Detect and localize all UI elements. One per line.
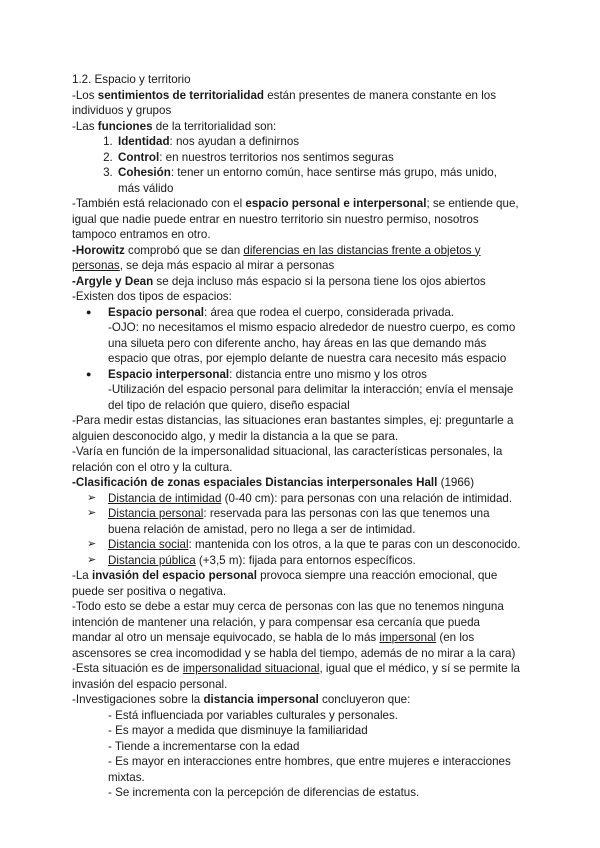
finding-item: - Es mayor en interacciones entre hombres, que entre mujeres e interacciones mixtas. (108, 755, 511, 784)
list-item (108, 305, 522, 367)
bold-term: Espacio interpersonal (108, 367, 230, 381)
text-run: -Las (72, 119, 98, 133)
intro-paragraph (72, 88, 522, 119)
text-run: (en los ascensores se crea incomodidad y se habla del tiempo, además de no mirar a la cara) (72, 631, 516, 660)
underlined-term: Distancia personal (108, 507, 204, 520)
list-item (108, 537, 522, 553)
finding-item: - Se incrementa con la percepción de diferencias de estatus. (108, 786, 420, 799)
bold-term: Cohesión (118, 166, 171, 179)
bold-term: sentimientos de territorialidad (97, 88, 264, 102)
text-run: (0-40 cm): para personas con una relación de intimidad. (221, 491, 513, 505)
text-run: : área que rodea el cuerpo, considerada privada. (204, 305, 455, 319)
text-run: : mantenida con los otros, a la que te paras con un desconocido. (188, 538, 521, 551)
situacion-paragraph (72, 661, 522, 692)
text-run: : en nuestros territorios nos sentimos seguras (159, 150, 394, 164)
underlined-term: impersonalidad situacional (182, 662, 320, 675)
hall-list (72, 491, 522, 569)
list-item (116, 134, 522, 150)
text-run: ; se entiende que, igual que nadie puede entrar en nuestro territorio sin nuestro permiso, nosotros tampoco entramos en otro. (72, 197, 519, 241)
investigaciones-paragraph (72, 692, 522, 708)
funciones-list (72, 134, 522, 196)
relacion-paragraph (72, 196, 522, 243)
medir-paragraph: -Para medir estas distancias, las situaciones eran bastantes simples, ej: preguntarle a alguien desconocido algo, y medir la distancia a la que se para. (72, 414, 514, 443)
bold-term: espacio personal e interpersonal (245, 197, 427, 210)
section-heading: 1.2. Espacio y territorio (72, 73, 191, 86)
varia-paragraph: -Varía en función de la impersonalidad situacional, las características personales, la relación con el otro y la cultura. (72, 445, 503, 474)
list-item (116, 165, 522, 196)
text-run: : tener un entorno común, hace sentirse más grupo, más unido, más válido (118, 166, 497, 195)
invasion-paragraph (72, 568, 522, 599)
text-run: : distancia entre uno mismo y los otros (229, 367, 427, 381)
list-item (108, 491, 522, 507)
finding-item: - Tiende a incrementarse con la edad (108, 739, 300, 753)
text-run: -También está relacionado con el (72, 197, 246, 210)
bold-term: Control (118, 150, 160, 164)
bold-term: funciones (97, 119, 153, 133)
argyle-paragraph (72, 274, 522, 290)
text-run: concluyeron que: (318, 693, 411, 706)
underlined-term: diferencias en las distancias frente a objetos y personas (72, 243, 481, 272)
bold-term: -Argyle y Dean (72, 274, 154, 288)
funciones-paragraph (72, 119, 522, 135)
sub-note: -OJO: no necesitamos el mismo espacio alrededor de nuestro cuerpo, es como una silueta pero con diferente ancho, hay áreas en las que demando más espacio que otras, por ejemplo delante de nuestra cara necesito más espacio (108, 321, 516, 365)
tipos-list (72, 305, 522, 414)
bold-term: Espacio personal (108, 305, 205, 319)
underlined-term: Distancia pública (108, 553, 196, 567)
tipos-paragraph: -Existen dos tipos de espacios: (72, 290, 232, 303)
underlined-term: impersonal (379, 631, 437, 644)
text-run: provoca siempre una reacción emocional, que puede ser positiva o negativa. (72, 569, 498, 598)
finding-item: - Está influenciada por variables culturales y personales. (108, 708, 398, 722)
text-run: : nos ayudan a definirnos (169, 135, 300, 148)
hall-paragraph (72, 475, 522, 491)
text-run: , se deja más espacio al mirar a personas (119, 259, 335, 272)
document-page (72, 72, 522, 801)
text-run: están presentes de manera constante en los individuos y grupos (72, 88, 497, 117)
bold-term: -Clasificación de zonas espaciales Distancias interpersonales Hall (72, 476, 438, 489)
text-run: (+3,5 m): fijada para entornos específicos. (195, 553, 416, 567)
underlined-term: Distancia social (108, 538, 189, 551)
underlined-term: Distancia de intimidad (108, 491, 222, 505)
text-run: (1966) (437, 476, 475, 489)
bold-term: distancia impersonal (203, 693, 319, 706)
list-item (108, 553, 522, 569)
bold-term: invasión del espacio personal (91, 569, 257, 582)
todo-paragraph (72, 599, 522, 661)
bold-term: -Horowitz (72, 243, 125, 257)
text-run: -Investigaciones sobre la (72, 693, 204, 706)
sub-note: -Utilización del espacio personal para delimitar la interacción; envía el mensaje del tipo de relación que quiero, diseño espacial (108, 383, 514, 412)
text-run: -Todo esto se debe a estar muy cerca de personas con las que no tenemos ninguna intención de mantener una relación, y para compensar esa cercanía que pueda mandar al otro un mensaje equivocado, se habla de lo más (72, 600, 504, 644)
text-run: -Esta situación es de (72, 662, 183, 675)
text-run: -La (72, 569, 92, 582)
list-item (108, 367, 522, 414)
list-item (108, 506, 522, 537)
horowitz-paragraph (72, 243, 522, 274)
text-run: se deja incluso más espacio si la persona tiene los ojos abiertos (153, 274, 486, 288)
text-run: , igual que el médico, y sí se permite la invasión del espacio personal. (72, 662, 520, 691)
list-item (116, 150, 522, 166)
text-run: de la territorialidad son: (152, 119, 277, 133)
bold-term: Identidad (118, 135, 170, 148)
text-run: comprobó que se dan (124, 243, 244, 257)
text-run: : reservada para las personas con las que tenemos una buena relación de amistad, pero no llega a ser de intimidad. (108, 507, 490, 536)
finding-item: - Es mayor a medida que disminuye la familiaridad (108, 724, 368, 737)
text-run: -Los (72, 88, 98, 102)
